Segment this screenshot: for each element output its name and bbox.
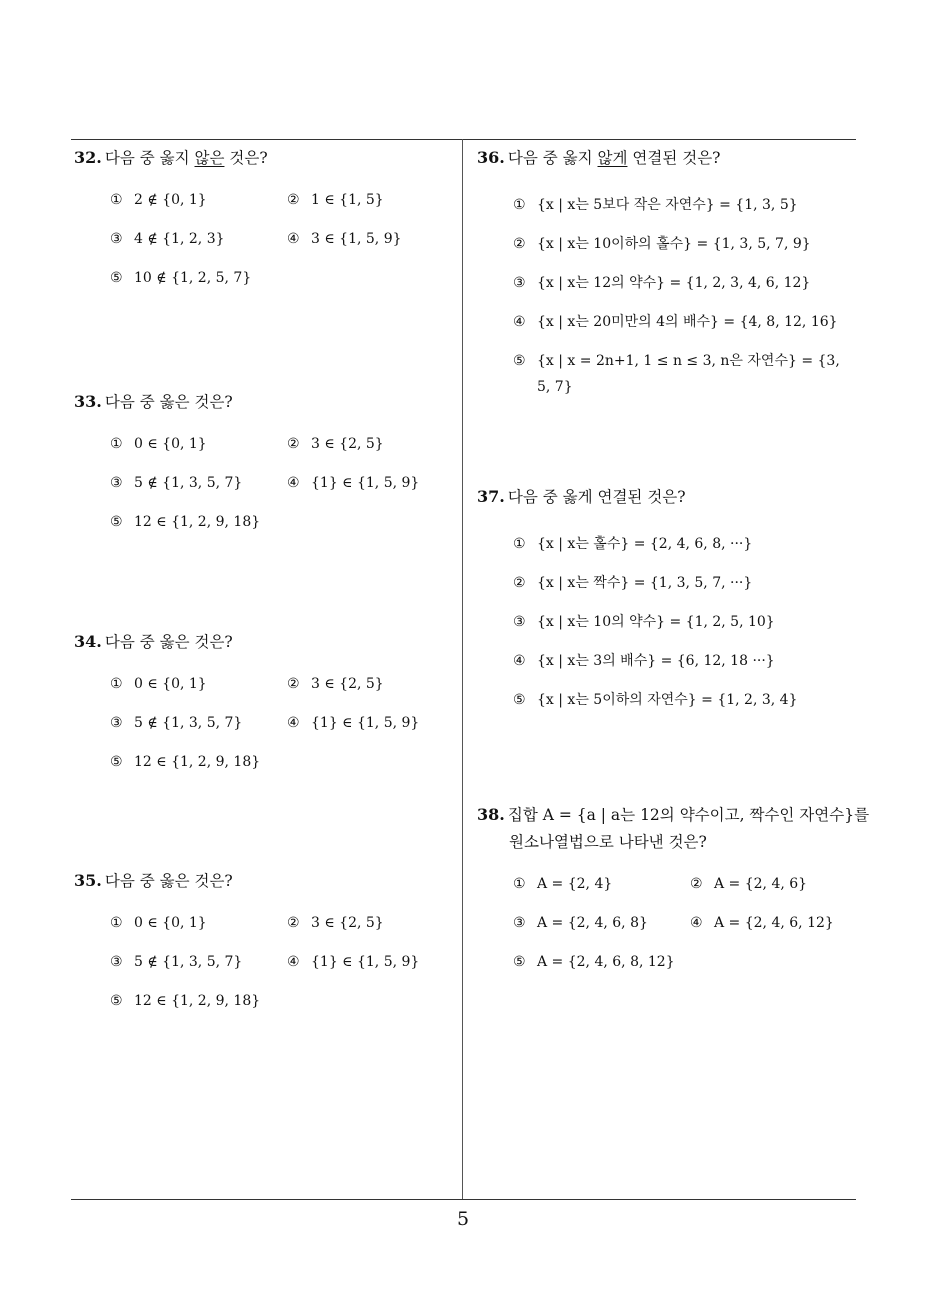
question-number: 37. [477, 487, 505, 506]
option-mark: ② [513, 575, 526, 591]
option-text: 5 ∉ {1, 3, 5, 7} [134, 715, 243, 731]
option-text: 5 ∉ {1, 3, 5, 7} [134, 475, 243, 491]
option-4[interactable] [287, 475, 419, 491]
option-mark: ④ [287, 475, 300, 491]
question-stem [74, 144, 268, 172]
question-33 [74, 388, 420, 530]
option-2[interactable] [287, 676, 384, 692]
question-number: 33. [74, 392, 102, 411]
option-text: 4 ∉ {1, 2, 3} [134, 231, 225, 247]
option-2[interactable] [690, 876, 807, 892]
question-stem [477, 801, 869, 856]
option-text: 1 ∈ {1, 5} [311, 192, 384, 208]
option-mark: ⑤ [513, 954, 526, 970]
question-number: 36. [477, 148, 505, 167]
question-number: 35. [74, 871, 102, 890]
option-1[interactable] [110, 192, 207, 208]
option-text: {x | x = 2n+1, 1 ≤ n ≤ 3, n은 자연수} = {3, [537, 353, 840, 369]
question-stem [74, 867, 233, 895]
option-mark: ① [513, 536, 526, 552]
option-text: 5 ∉ {1, 3, 5, 7} [134, 954, 243, 970]
question-stem [74, 628, 233, 656]
option-text: 0 ∈ {0, 1} [134, 436, 207, 452]
option-text: A = {2, 4, 6} [714, 876, 808, 892]
option-mark: ⑤ [110, 270, 123, 286]
option-mark: ⑤ [513, 692, 526, 708]
option-text: A = {2, 4, 6, 12} [714, 915, 834, 931]
option-5[interactable] [513, 687, 797, 713]
option-4[interactable] [287, 715, 419, 731]
top-rule [71, 139, 856, 140]
option-mark: ① [513, 876, 526, 892]
option-mark: ③ [110, 954, 123, 970]
option-text: {1} ∈ {1, 5, 9} [311, 715, 420, 731]
options [110, 192, 455, 352]
option-1[interactable] [110, 676, 207, 692]
option-5[interactable] [110, 514, 260, 530]
option-text: {x | x는 홀수} = {2, 4, 6, 8, ···} [537, 536, 753, 552]
option-mark: ③ [110, 231, 123, 247]
question-number: 32. [74, 148, 102, 167]
question-37 [477, 483, 798, 708]
option-3[interactable] [110, 715, 242, 731]
option-3[interactable] [110, 475, 242, 491]
stem-text: 다음 중 옳지 [104, 149, 195, 167]
page-number: 5 [456, 1208, 470, 1230]
question-36 [477, 144, 840, 395]
option-mark: ② [690, 876, 703, 892]
option-3[interactable] [513, 915, 648, 931]
stem-text: 다음 중 옳은 것은? [104, 393, 233, 411]
option-text: {1} ∈ {1, 5, 9} [311, 475, 420, 491]
question-stem [477, 144, 720, 172]
option-5[interactable] [513, 348, 840, 400]
option-5[interactable] [513, 954, 675, 970]
option-5[interactable] [110, 754, 260, 770]
option-text: {x | x는 12의 약수} = {1, 2, 3, 4, 6, 12} [537, 275, 811, 291]
stem-text: 연결된 것은? [627, 149, 721, 167]
option-5[interactable] [110, 270, 251, 286]
stem-underlined: 않은 [194, 149, 225, 167]
stem-text-line-2: 원소나열법으로 나타낸 것은? [509, 833, 707, 851]
stem-text: 다음 중 옳지 [507, 149, 598, 167]
option-text: 0 ∈ {0, 1} [134, 676, 207, 692]
question-32 [74, 144, 402, 286]
option-mark: ② [287, 436, 300, 452]
stem-text: 것은? [224, 149, 268, 167]
option-2[interactable] [287, 436, 384, 452]
options [513, 876, 858, 1036]
option-text: {x | x는 5이하의 자연수} = {1, 2, 3, 4} [537, 692, 798, 708]
options [110, 436, 455, 596]
option-mark: ④ [287, 231, 300, 247]
option-mark: ② [287, 676, 300, 692]
question-34 [74, 628, 420, 770]
option-text: 2 ∉ {0, 1} [134, 192, 207, 208]
option-mark: ⑤ [110, 993, 123, 1009]
option-4[interactable] [287, 231, 402, 247]
option-1[interactable] [110, 915, 207, 931]
option-4[interactable] [513, 309, 838, 335]
option-3[interactable] [513, 609, 775, 635]
option-mark: ① [110, 915, 123, 931]
option-mark: ⑤ [110, 754, 123, 770]
option-4[interactable] [513, 648, 775, 674]
option-1[interactable] [513, 876, 612, 892]
option-text: 10 ∉ {1, 2, 5, 7} [134, 270, 252, 286]
stem-text: 다음 중 옳은 것은? [104, 633, 233, 651]
option-mark: ② [513, 236, 526, 252]
option-text: {x | x는 5보다 작은 자연수} = {1, 3, 5} [537, 197, 798, 213]
options [110, 915, 455, 1075]
option-2[interactable] [287, 192, 384, 208]
option-text: 3 ∈ {2, 5} [311, 436, 384, 452]
option-mark: ③ [513, 275, 526, 291]
option-mark: ② [287, 915, 300, 931]
option-mark: ④ [287, 715, 300, 731]
options [110, 676, 455, 836]
option-text: {1} ∈ {1, 5, 9} [311, 954, 420, 970]
option-text: 3 ∈ {2, 5} [311, 676, 384, 692]
option-text: {x | x는 3의 배수} = {6, 12, 18 ···} [537, 653, 775, 669]
column-divider [462, 139, 463, 1200]
option-text: 12 ∈ {1, 2, 9, 18} [134, 514, 261, 530]
option-1[interactable] [513, 192, 798, 218]
option-2[interactable] [513, 231, 811, 257]
option-mark: ① [513, 197, 526, 213]
option-text: 12 ∈ {1, 2, 9, 18} [134, 993, 261, 1009]
option-text: 0 ∈ {0, 1} [134, 915, 207, 931]
stem-text: 다음 중 옳은 것은? [104, 872, 233, 890]
option-mark: ④ [513, 314, 526, 330]
option-2[interactable] [513, 570, 752, 596]
question-38 [477, 801, 870, 970]
stem-underlined: 않게 [597, 149, 628, 167]
option-3[interactable] [513, 270, 810, 296]
option-1[interactable] [513, 531, 752, 557]
option-mark: ④ [513, 653, 526, 669]
option-text: {x | x는 10의 약수} = {1, 2, 5, 10} [537, 614, 775, 630]
option-4[interactable] [287, 954, 419, 970]
option-text: {x | x는 20미만의 4의 배수} = {4, 8, 12, 16} [537, 314, 838, 330]
option-mark: ② [287, 192, 300, 208]
option-mark: ① [110, 192, 123, 208]
stem-text: 집합 A = {a | a는 12의 약수이고, 짝수인 자연수}를 [507, 806, 870, 824]
option-text: 12 ∈ {1, 2, 9, 18} [134, 754, 261, 770]
option-text: {x | x는 짝수} = {1, 3, 5, 7, ···} [537, 575, 753, 591]
option-mark: ③ [513, 915, 526, 931]
option-mark: ⑤ [513, 353, 526, 369]
question-stem [477, 483, 686, 511]
option-mark: ③ [110, 715, 123, 731]
option-mark: ③ [110, 475, 123, 491]
option-text: A = {2, 4, 6, 8, 12} [537, 954, 675, 970]
option-4[interactable] [690, 915, 834, 931]
option-text: A = {2, 4} [537, 876, 613, 892]
option-1[interactable] [110, 436, 207, 452]
stem-text: 다음 중 옳게 연결된 것은? [507, 488, 686, 506]
question-number: 38. [477, 805, 505, 824]
option-2[interactable] [287, 915, 384, 931]
option-mark: ① [110, 436, 123, 452]
option-text: 3 ∈ {1, 5, 9} [311, 231, 402, 247]
option-mark: ④ [287, 954, 300, 970]
option-mark: ⑤ [110, 514, 123, 530]
option-5[interactable] [110, 993, 260, 1009]
option-text: {x | x는 10이하의 홀수} = {1, 3, 5, 7, 9} [537, 236, 811, 252]
bottom-rule [71, 1199, 856, 1200]
option-3[interactable] [110, 954, 242, 970]
option-mark: ④ [690, 915, 703, 931]
option-mark: ① [110, 676, 123, 692]
option-3[interactable] [110, 231, 225, 247]
question-number: 34. [74, 632, 102, 651]
option-text: 3 ∈ {2, 5} [311, 915, 384, 931]
option-text-continued: 5, 7} [537, 379, 573, 395]
option-text: A = {2, 4, 6, 8} [537, 915, 648, 931]
question-stem [74, 388, 233, 416]
option-mark: ③ [513, 614, 526, 630]
question-35 [74, 867, 420, 1009]
